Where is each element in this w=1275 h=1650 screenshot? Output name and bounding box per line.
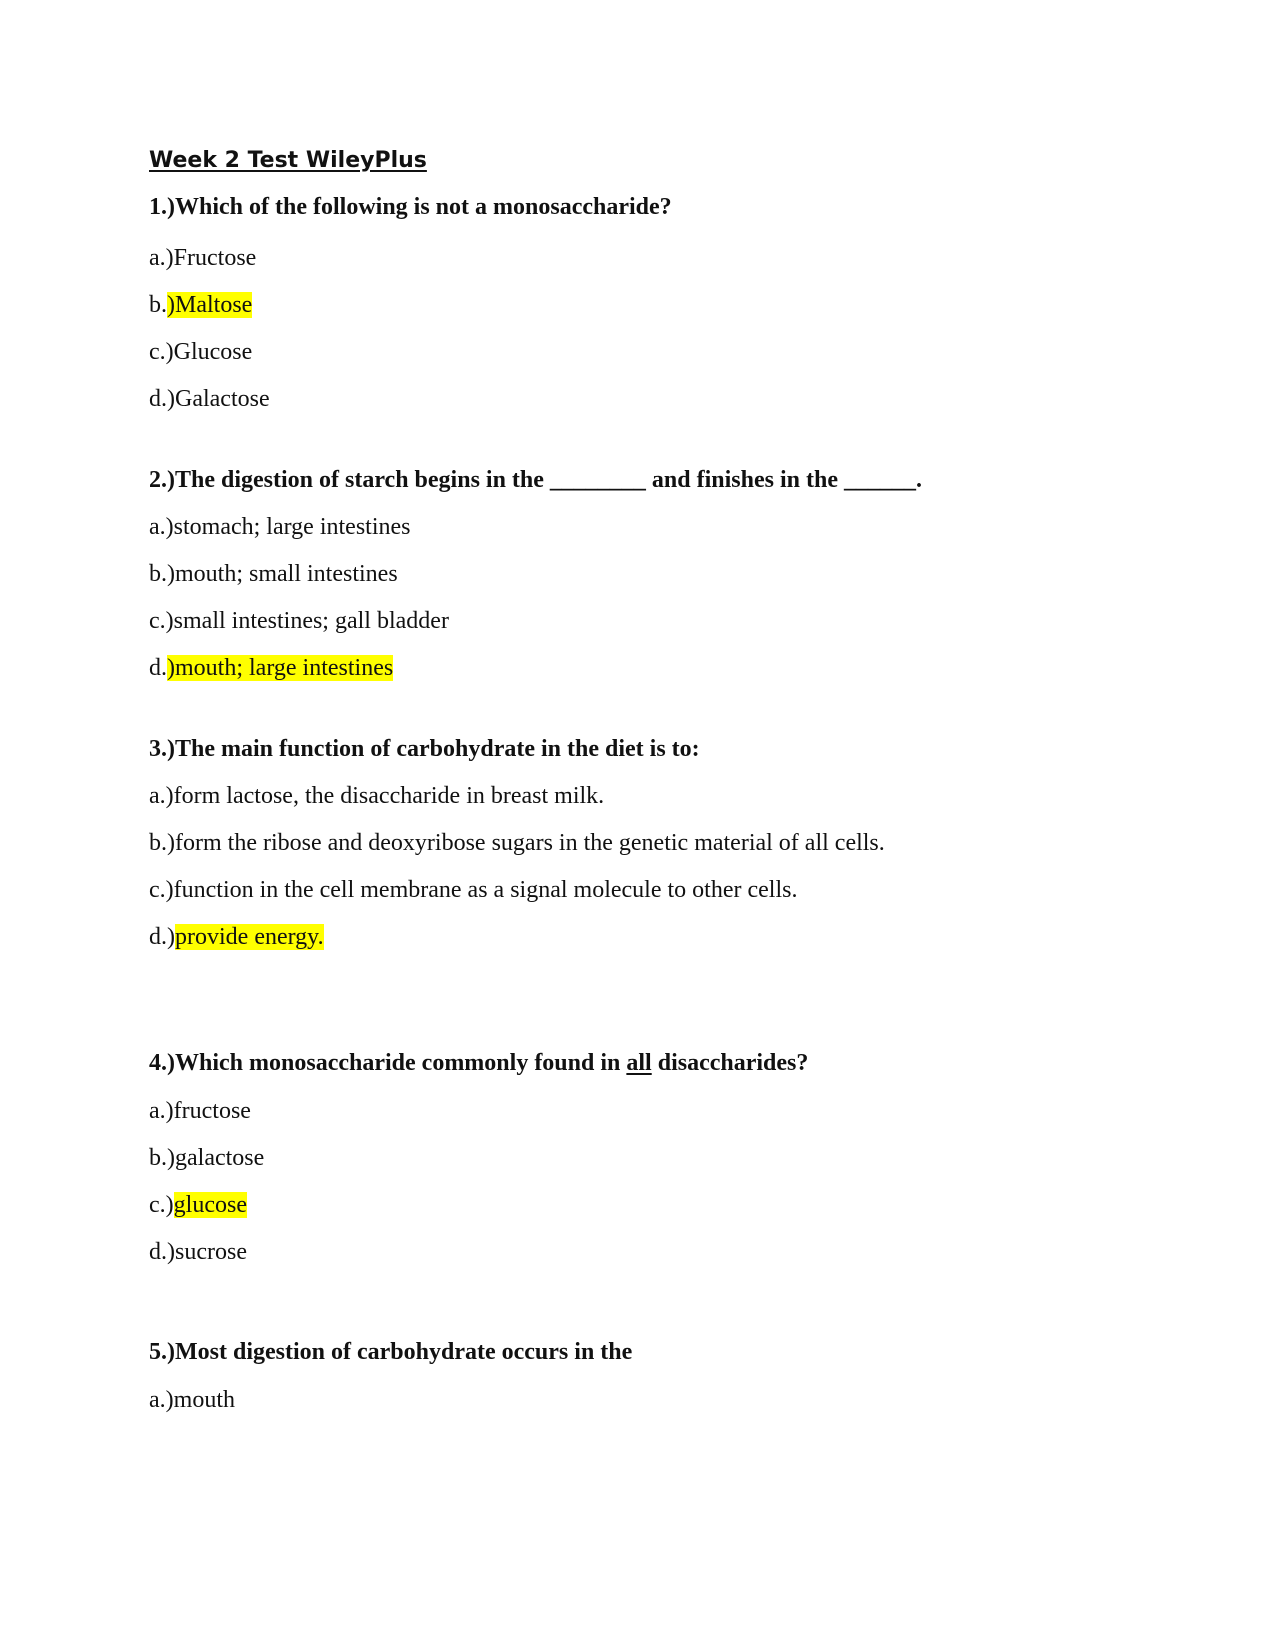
q1-option-a-text: Fructose — [173, 245, 257, 271]
q4-option-b-text: galactose — [175, 1145, 265, 1171]
q1-option-b-highlighted-answer: )Maltose — [167, 292, 253, 318]
q1-option-c-text: Glucose — [173, 339, 253, 365]
q2-option-c-text: small intestines; gall bladder — [173, 608, 449, 634]
q1-option-b-prefix: b. — [149, 292, 167, 318]
q4-option-b — [149, 1143, 264, 1173]
q5-option-a-text: mouth — [173, 1387, 235, 1413]
q4-option-a-text: fructose — [173, 1098, 251, 1124]
q3-option-b-prefix: b.) — [149, 830, 175, 856]
question-4 — [149, 1048, 808, 1078]
q3-option-b-text: form the ribose and deoxyribose sugars in the genetic material of all cells. — [175, 830, 885, 856]
q4-option-d-text: sucrose — [175, 1239, 247, 1265]
q1-option-d-text: Galactose — [175, 386, 270, 412]
question-3: 3.)The main function of carbohydrate in the diet is to: — [149, 736, 700, 762]
q3-option-d — [149, 922, 324, 952]
q2-option-c — [149, 606, 449, 636]
q1-option-b — [149, 290, 252, 320]
q4-option-c-prefix: c.) — [149, 1192, 174, 1218]
q4-option-a — [149, 1096, 251, 1126]
q2-option-a-text: stomach; large intestines — [173, 514, 411, 540]
q5-option-a — [149, 1385, 235, 1415]
q4-option-d-prefix: d.) — [149, 1239, 175, 1265]
q2-option-b-prefix: b.) — [149, 561, 175, 587]
q2-option-c-prefix: c.) — [149, 608, 174, 634]
q1-option-a-prefix: a.) — [149, 245, 174, 271]
q1-option-d-prefix: d.) — [149, 386, 175, 412]
question-4-post: disaccharides? — [651, 1050, 809, 1076]
q3-option-d-highlighted-answer: provide energy. — [175, 924, 324, 950]
q4-option-a-prefix: a.) — [149, 1098, 174, 1124]
question-5: 5.)Most digestion of carbohydrate occurs in the — [149, 1339, 633, 1365]
q3-option-c — [149, 875, 797, 905]
q2-option-a-prefix: a.) — [149, 514, 174, 540]
q4-option-c-highlighted-answer: glucose — [173, 1192, 247, 1218]
q3-option-c-prefix: c.) — [149, 877, 174, 903]
q3-option-a-text: form lactose, the disaccharide in breast milk. — [173, 783, 605, 809]
q2-option-a — [149, 512, 411, 542]
q3-option-c-text: function in the cell membrane as a signal molecule to other cells. — [173, 877, 798, 903]
q1-option-a — [149, 243, 256, 273]
document-title: Week 2 Test WileyPlus — [149, 148, 427, 173]
q1-option-c — [149, 337, 252, 367]
question-4-pre: 4.)Which monosaccharide commonly found in — [149, 1050, 627, 1076]
q3-option-d-prefix: d.) — [149, 924, 175, 950]
q4-option-d — [149, 1237, 247, 1267]
q4-option-b-prefix: b.) — [149, 1145, 175, 1171]
q2-option-b — [149, 559, 398, 589]
q2-option-d — [149, 653, 393, 683]
q1-option-c-prefix: c.) — [149, 339, 174, 365]
question-4-emphasis: all — [626, 1050, 652, 1076]
q3-option-a — [149, 781, 604, 811]
q4-option-c — [149, 1190, 247, 1220]
question-2: 2.)The digestion of starch begins in the ________ and finishes in the ______. — [149, 467, 922, 493]
q5-option-a-prefix: a.) — [149, 1387, 174, 1413]
q2-option-b-text: mouth; small intestines — [175, 561, 398, 587]
question-1: 1.)Which of the following is not a monosaccharide? — [149, 194, 672, 220]
q3-option-b — [149, 828, 885, 858]
q1-option-d — [149, 384, 270, 414]
q3-option-a-prefix: a.) — [149, 783, 174, 809]
q2-option-d-prefix: d. — [149, 655, 167, 681]
q2-option-d-highlighted-answer: )mouth; large intestines — [167, 655, 394, 681]
